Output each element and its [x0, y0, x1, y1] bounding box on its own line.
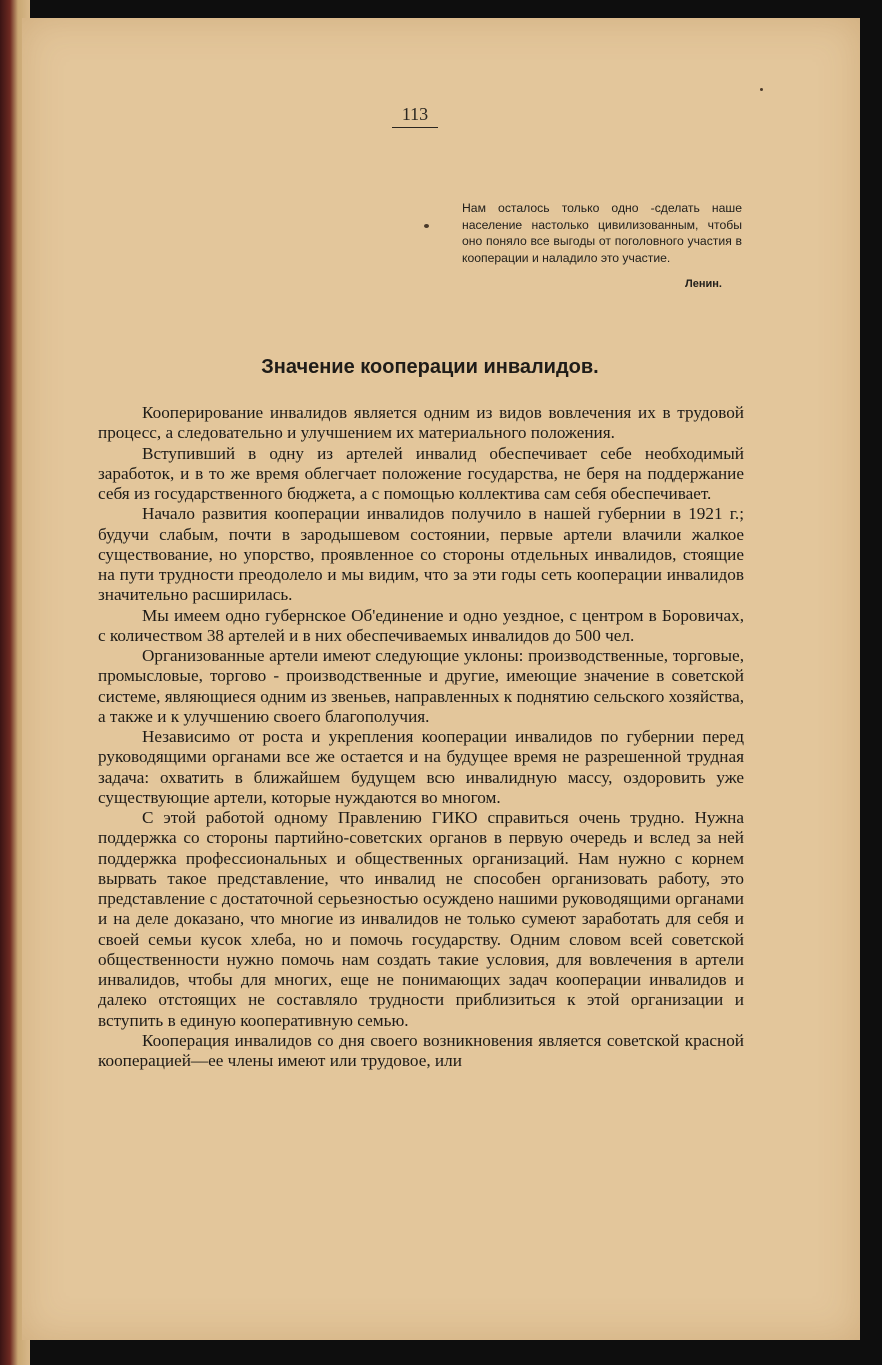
page-number: 113 [392, 104, 438, 128]
paragraph: Независимо от роста и укрепления кооперации инвалидов по губернии перед руководящими органами все же остается и на будущее время не разрешенной трудная задача: охватить в ближайшем будущем всю инвалидную массу, оздоровить уже существующие артели, которые нуждаются во многом. [98, 727, 744, 807]
ink-speck [760, 88, 763, 91]
paragraph: Организованные артели имеют следующие уклоны: производственные, торговые, промысловые, торгово - производственные и другие, имеющие значение в советской системе, являющиеся одним из звеньев, направленных к поднятию сельского хозяйства, а также и к улучшению своего благополучия. [98, 646, 744, 726]
epigraph-quote: Нам осталось только одно -сделать наше население настолько цивилизованным, чтобы оно поняло все выгоды от поголовного участия в кооперации и наладило это участие. [462, 201, 742, 265]
paragraph: Мы имеем одно губернское Об'единение и одно уездное, с центром в Боровичах, с количеством 38 артелей и в них обеспечиваемых инвалидов до 500 чел. [98, 605, 744, 645]
paragraph: Кооперация инвалидов со дня своего возникновения является советской красной кооперацией—ее члены имеют или трудовое, или [98, 1030, 744, 1070]
article-body [98, 403, 744, 1071]
article-title: Значение кооперации инвалидов. [261, 356, 599, 378]
paragraph: Начало развития кооперации инвалидов получило в нашей губернии в 1921 г.; будучи слабым, почти в зародышевом состоянии, первые артели влачили жалкое существование, но упорство, проявленное со стороны отдельных инвалидов, стоящие на пути трудности преодолело и мы видим, что за эти годы сеть кооперации инвалидов значительно расширилась. [98, 504, 744, 605]
paragraph: Кооперирование инвалидов является одним из видов вовлечения их в трудовой процесс, а следовательно и улучшением их материального положения. [98, 403, 744, 443]
epigraph-author: Ленин. [685, 278, 722, 290]
ink-speck [424, 224, 429, 228]
paragraph: С этой работой одному Правлению ГИКО справиться очень трудно. Нужна поддержка со стороны партийно-советских органов в первую очередь и вслед за ней поддержка профессиональных и общественных организаций. Нам нужно с корнем вырвать такое представление, что инвалид не способен организовать работу, это представление с достаточной серьезностью осуждено нашими руководящими органами и на деле доказано, что многие из инвалидов не только сумеют заработать для себя и своей семьи кусок хлеба, но и помочь государству. Одним словом всей советской общественности нужно помочь нам создать такие условия, для вовлечения в артели инвалидов, чтобы для многих, еще не понимающих задач кооперации инвалидов и далеко отстоящих не составляло трудности приблизиться к этой организации и вступить в единую кооперативную семью. [98, 808, 744, 1030]
paragraph: Вступивший в одну из артелей инвалид обеспечивает себе необходимый заработок, и в то же время облегчает положение государства, не беря на поддержание себя из государственного бюджета, а с помощью коллектива сам себя обеспечивает. [98, 443, 744, 503]
